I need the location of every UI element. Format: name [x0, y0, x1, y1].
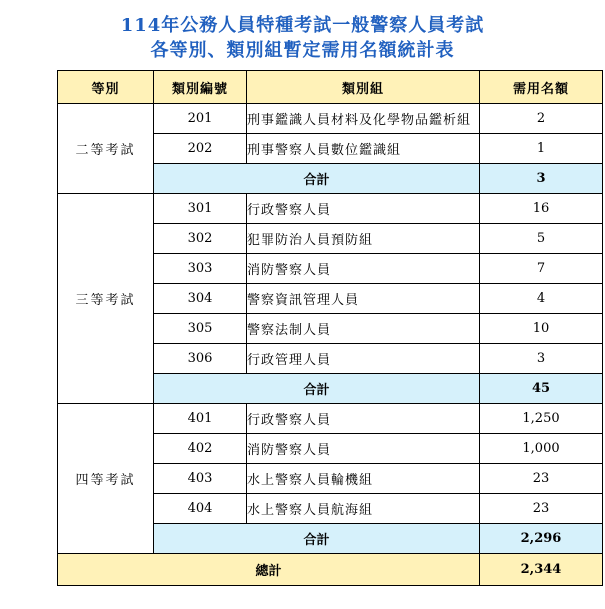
- code-cell: 305: [154, 314, 247, 344]
- grand-total-label: 總計: [58, 554, 480, 586]
- quota-cell: 1,250: [480, 404, 603, 434]
- level-cell: 三等考試: [58, 194, 154, 404]
- subtotal-label: 合計: [154, 374, 480, 404]
- quota-cell: 4: [480, 284, 603, 314]
- document-title-line1: 114年公務人員特種考試一般警察人員考試: [120, 15, 485, 36]
- grand-total-row: [58, 554, 603, 586]
- group-cell: 警察法制人員: [247, 314, 480, 344]
- group-cell: 行政警察人員: [247, 404, 480, 434]
- table-row: [58, 404, 603, 434]
- quota-cell: 23: [480, 464, 603, 494]
- table-row: [58, 194, 603, 224]
- subtotal-label: 合計: [154, 164, 480, 194]
- code-cell: 403: [154, 464, 247, 494]
- code-cell: 201: [154, 104, 247, 134]
- group-cell: 消防警察人員: [247, 254, 480, 284]
- header-quota: 需用名額: [480, 71, 603, 104]
- header-row: [58, 71, 603, 104]
- quota-cell: 10: [480, 314, 603, 344]
- quota-cell: 5: [480, 224, 603, 254]
- group-cell: 刑事鑑識人員材料及化學物品鑑析組: [247, 104, 480, 134]
- group-cell: 行政警察人員: [247, 194, 480, 224]
- subtotal-value: 2,296: [480, 524, 603, 554]
- group-cell: 刑事警察人員數位鑑識組: [247, 134, 480, 164]
- quota-cell: 2: [480, 104, 603, 134]
- grand-total-value: 2,344: [480, 554, 603, 586]
- code-cell: 303: [154, 254, 247, 284]
- header-code: 類別編號: [154, 71, 247, 104]
- code-cell: 306: [154, 344, 247, 374]
- group-cell: 水上警察人員航海組: [247, 494, 480, 524]
- subtotal-label: 合計: [154, 524, 480, 554]
- code-cell: 302: [154, 224, 247, 254]
- code-cell: 304: [154, 284, 247, 314]
- quota-table: [57, 70, 603, 586]
- group-cell: 警察資訊管理人員: [247, 284, 480, 314]
- group-cell: 行政管理人員: [247, 344, 480, 374]
- quota-cell: 23: [480, 494, 603, 524]
- table-row: [58, 104, 603, 134]
- level-cell: 四等考試: [58, 404, 154, 554]
- quota-cell: 1: [480, 134, 603, 164]
- document-title-line2: 各等別、類別組暫定需用名額統計表: [150, 40, 455, 61]
- code-cell: 301: [154, 194, 247, 224]
- quota-cell: 3: [480, 344, 603, 374]
- header-level: 等別: [58, 71, 154, 104]
- code-cell: 202: [154, 134, 247, 164]
- code-cell: 402: [154, 434, 247, 464]
- quota-cell: 1,000: [480, 434, 603, 464]
- code-cell: 401: [154, 404, 247, 434]
- group-cell: 犯罪防治人員預防組: [247, 224, 480, 254]
- level-cell: 二等考試: [58, 104, 154, 194]
- group-cell: 水上警察人員輪機組: [247, 464, 480, 494]
- quota-cell: 7: [480, 254, 603, 284]
- subtotal-value: 3: [480, 164, 603, 194]
- quota-cell: 16: [480, 194, 603, 224]
- code-cell: 404: [154, 494, 247, 524]
- subtotal-value: 45: [480, 374, 603, 404]
- header-group: 類別組: [247, 71, 480, 104]
- group-cell: 消防警察人員: [247, 434, 480, 464]
